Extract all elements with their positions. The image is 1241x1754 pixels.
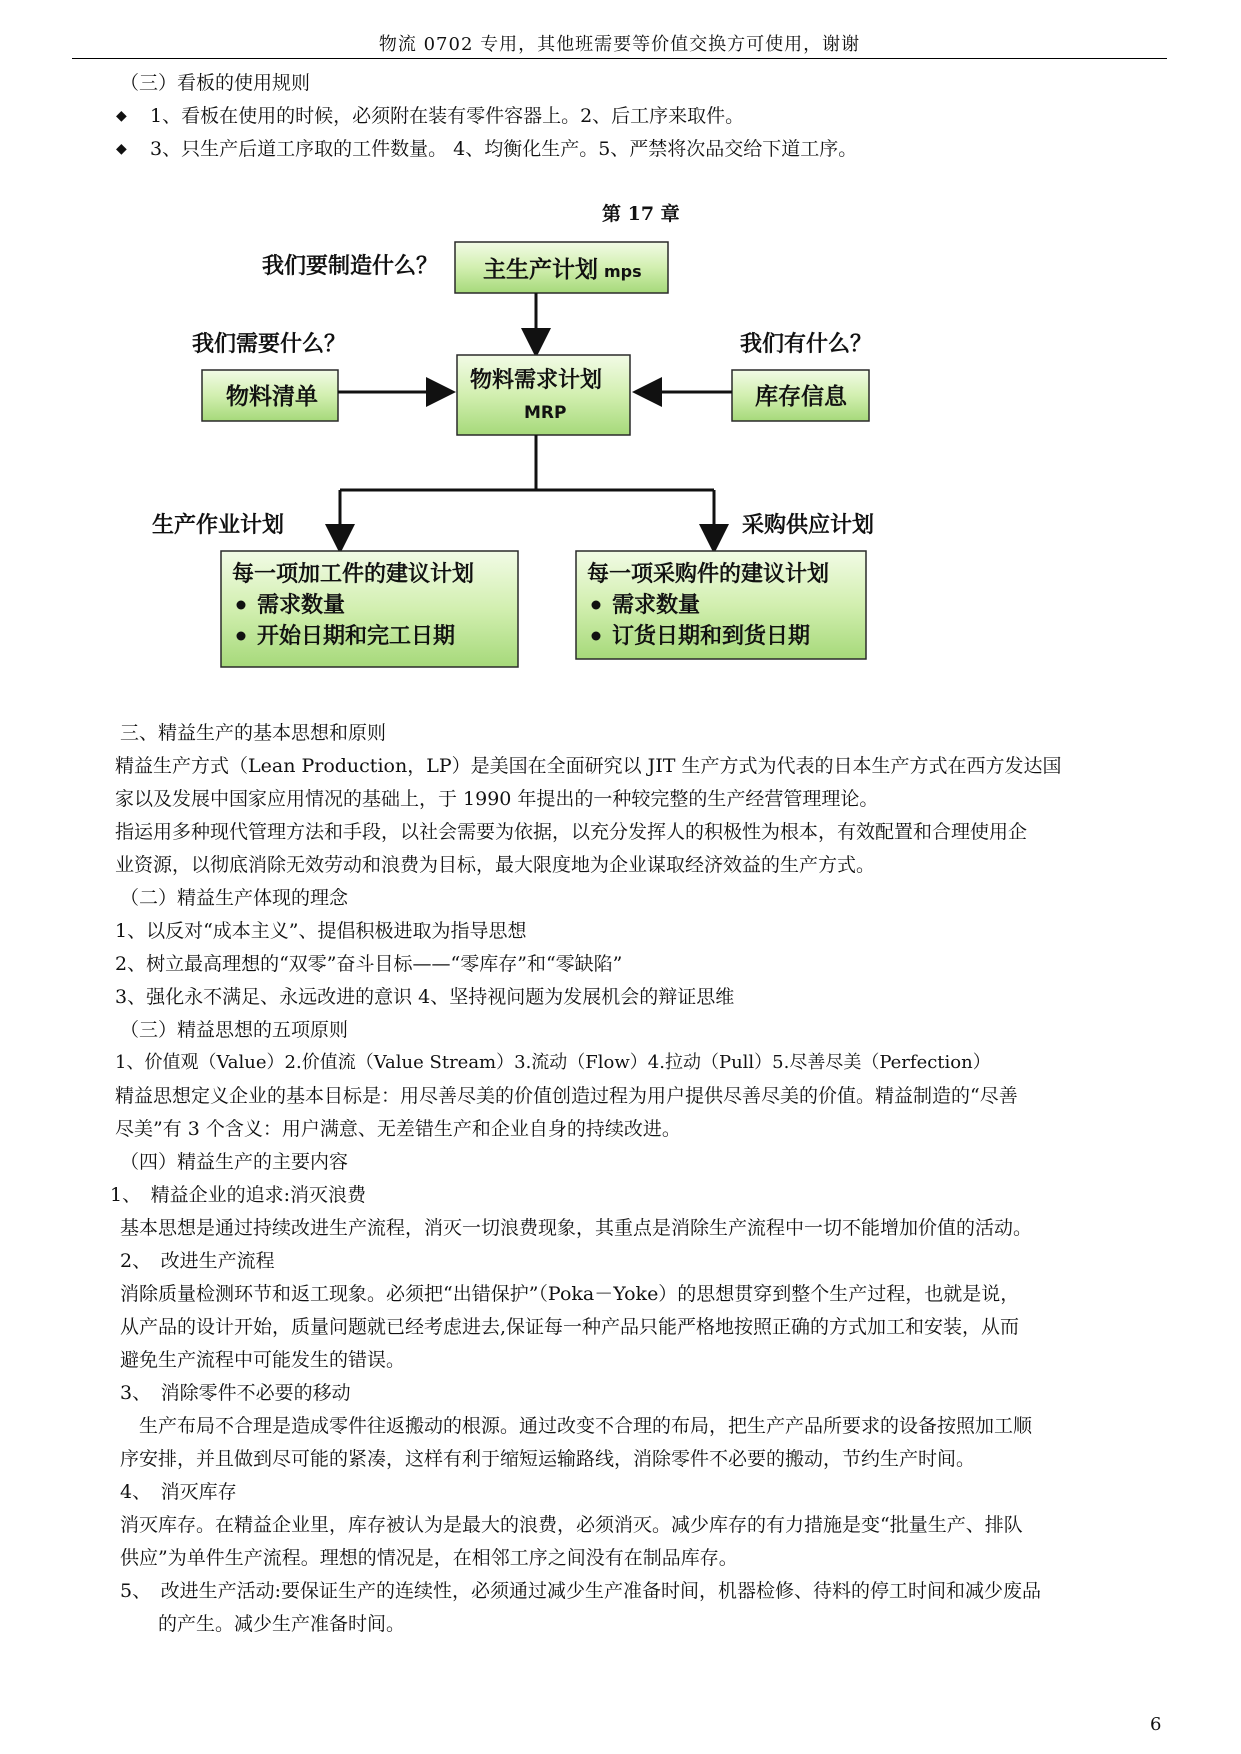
paragraph-line: 消除质量检测环节和返工现象。必须把“出错保护”（Poka－Yoke）的思想贯穿到整个生产过程，也就是说， <box>120 1283 1020 1305</box>
purchase-plan-label: 采购供应计划 <box>742 513 875 538</box>
paragraph-line: 业资源，以彻底消除无效劳动和浪费为目标，最大限度地为企业谋取经济效益的生产方式。 <box>115 854 876 876</box>
page-header: 物流 0702 专用，其他班需要等价值交换方可使用，谢谢 <box>378 34 861 55</box>
paragraph-line: 基本思想是通过持续改进生产流程，消灭一切浪费现象，其重点是消除生产流程中一切不能增加价值的活动。 <box>120 1217 1033 1239</box>
section-heading: 三、精益生产的基本思想和原则 <box>120 722 387 744</box>
list-item-heading: 2、 改进生产流程 <box>120 1250 275 1272</box>
kanban-bullet-2: 3、只生产后道工序取的工件数量。 4、均衡化生产。5、严禁将次品交给下道工序。 <box>150 138 858 160</box>
paragraph-line: 1、价值观（Value）2.价值流（Value Stream）3.流动（Flow）4.拉动（Pull）5.尽善尽美（Perfection） <box>115 1052 991 1073</box>
subsection-heading: （四）精益生产的主要内容 <box>120 1151 349 1173</box>
list-item-heading: 5、 改进生产活动:要保证生产的连续性，必须通过减少生产准备时间，机器检修、待料的停工时间和减少废品 <box>120 1580 1041 1602</box>
list-item-heading: 4、 消灭库存 <box>120 1481 237 1503</box>
paragraph-line: 3、强化永不满足、永远改进的意识 4、坚持视问题为发展机会的辩证思维 <box>115 986 735 1008</box>
production-item-2: 开始日期和完工日期 <box>257 624 456 649</box>
bullet-dot <box>237 632 246 641</box>
paragraph-line: 精益生产方式（Lean Production，LP）是美国在全面研究以 JIT 生产方式为代表的日本生产方式在西方发达国 <box>115 755 1062 777</box>
page-number: 6 <box>1150 1714 1162 1735</box>
paragraph-line: 从产品的设计开始，质量问题就已经考虑进去,保证每一种产品只能严格地按照正确的方式加工和安装，从而 <box>120 1316 1020 1338</box>
list-item-heading: 1、 精益企业的追求:消灭浪费 <box>110 1184 366 1206</box>
mrp-box <box>457 355 630 435</box>
kanban-bullet-1: 1、看板在使用的时候，必须附在装有零件容器上。2、后工序来取件。 <box>150 105 745 127</box>
paragraph-line: 避免生产流程中可能发生的错误。 <box>120 1349 406 1371</box>
paragraph-line: 家以及发展中国家应用情况的基础上，于 1990 年提出的一种较完整的生产经营管理理论。 <box>115 788 879 810</box>
paragraph-line: 尽美”有 3 个含义：用户满意、无差错生产和企业自身的持续改进。 <box>115 1118 681 1140</box>
production-plan-label: 生产作业计划 <box>152 513 285 538</box>
purchase-box-title: 每一项采购件的建议计划 <box>587 562 830 587</box>
chapter-label: 第 17 章 <box>602 203 680 225</box>
paragraph-line: 供应”为单件生产流程。理想的情况是，在相邻工序之间没有在制品库存。 <box>120 1547 738 1569</box>
mps-box-suffix: mps <box>604 262 642 281</box>
mrp-box-subtitle: MRP <box>524 403 567 423</box>
paragraph-line: 消灭库存。在精益企业里，库存被认为是最大的浪费，必须消灭。减少库存的有力措施是变“批量生产、排队 <box>120 1514 1023 1536</box>
subsection-heading: （二）精益生产体现的理念 <box>120 887 349 909</box>
production-item-1: 需求数量 <box>257 593 346 618</box>
subsection-heading: （三）精益思想的五项原则 <box>120 1019 349 1041</box>
list-item-heading: 3、 消除零件不必要的移动 <box>120 1382 351 1404</box>
inventory-question: 我们有什么？ <box>740 332 873 357</box>
bullet-icon: ◆ <box>116 108 127 124</box>
kanban-heading: （三）看板的使用规则 <box>120 72 311 94</box>
mps-box-label: 主生产计划 <box>483 257 598 283</box>
mps-question: 我们要制造什么？ <box>262 254 439 279</box>
paragraph-line: 2、树立最高理想的“双零”奋斗目标——“零库存”和“零缺陷” <box>115 953 623 975</box>
inventory-box-label: 库存信息 <box>755 384 847 410</box>
bullet-icon: ◆ <box>116 141 127 157</box>
paragraph-line: 序安排，并且做到尽可能的紧凑，这样有利于缩短运输路线，消除零件不必要的搬动，节约生产时间。 <box>120 1448 976 1470</box>
purchase-item-2: 订货日期和到货日期 <box>612 624 811 649</box>
production-box-title: 每一项加工件的建议计划 <box>232 562 475 587</box>
paragraph-line: 精益思想定义企业的基本目标是：用尽善尽美的价值创造过程为用户提供尽善尽美的价值。精益制造的“尽善 <box>115 1085 1018 1107</box>
bom-question: 我们需要什么？ <box>192 332 347 357</box>
paragraph-line: 1、以反对“成本主义”、提倡积极进取为指导思想 <box>115 920 527 942</box>
bullet-dot <box>592 632 601 641</box>
bom-box-label: 物料清单 <box>226 384 318 410</box>
paragraph-line: 生产布局不合理是造成零件往返搬动的根源。通过改变不合理的布局，把生产产品所要求的设备按照加工顺 <box>120 1415 1033 1437</box>
paragraph-line: 指运用多种现代管理方法和手段，以社会需要为依据，以充分发挥人的积极性为根本，有效配置和合理使用企 <box>115 821 1028 843</box>
purchase-item-1: 需求数量 <box>612 593 701 618</box>
mrp-box-title: 物料需求计划 <box>470 368 603 393</box>
bullet-dot <box>592 601 601 610</box>
paragraph-line: 的产生。减少生产准备时间。 <box>120 1613 406 1635</box>
bullet-dot <box>237 601 246 610</box>
